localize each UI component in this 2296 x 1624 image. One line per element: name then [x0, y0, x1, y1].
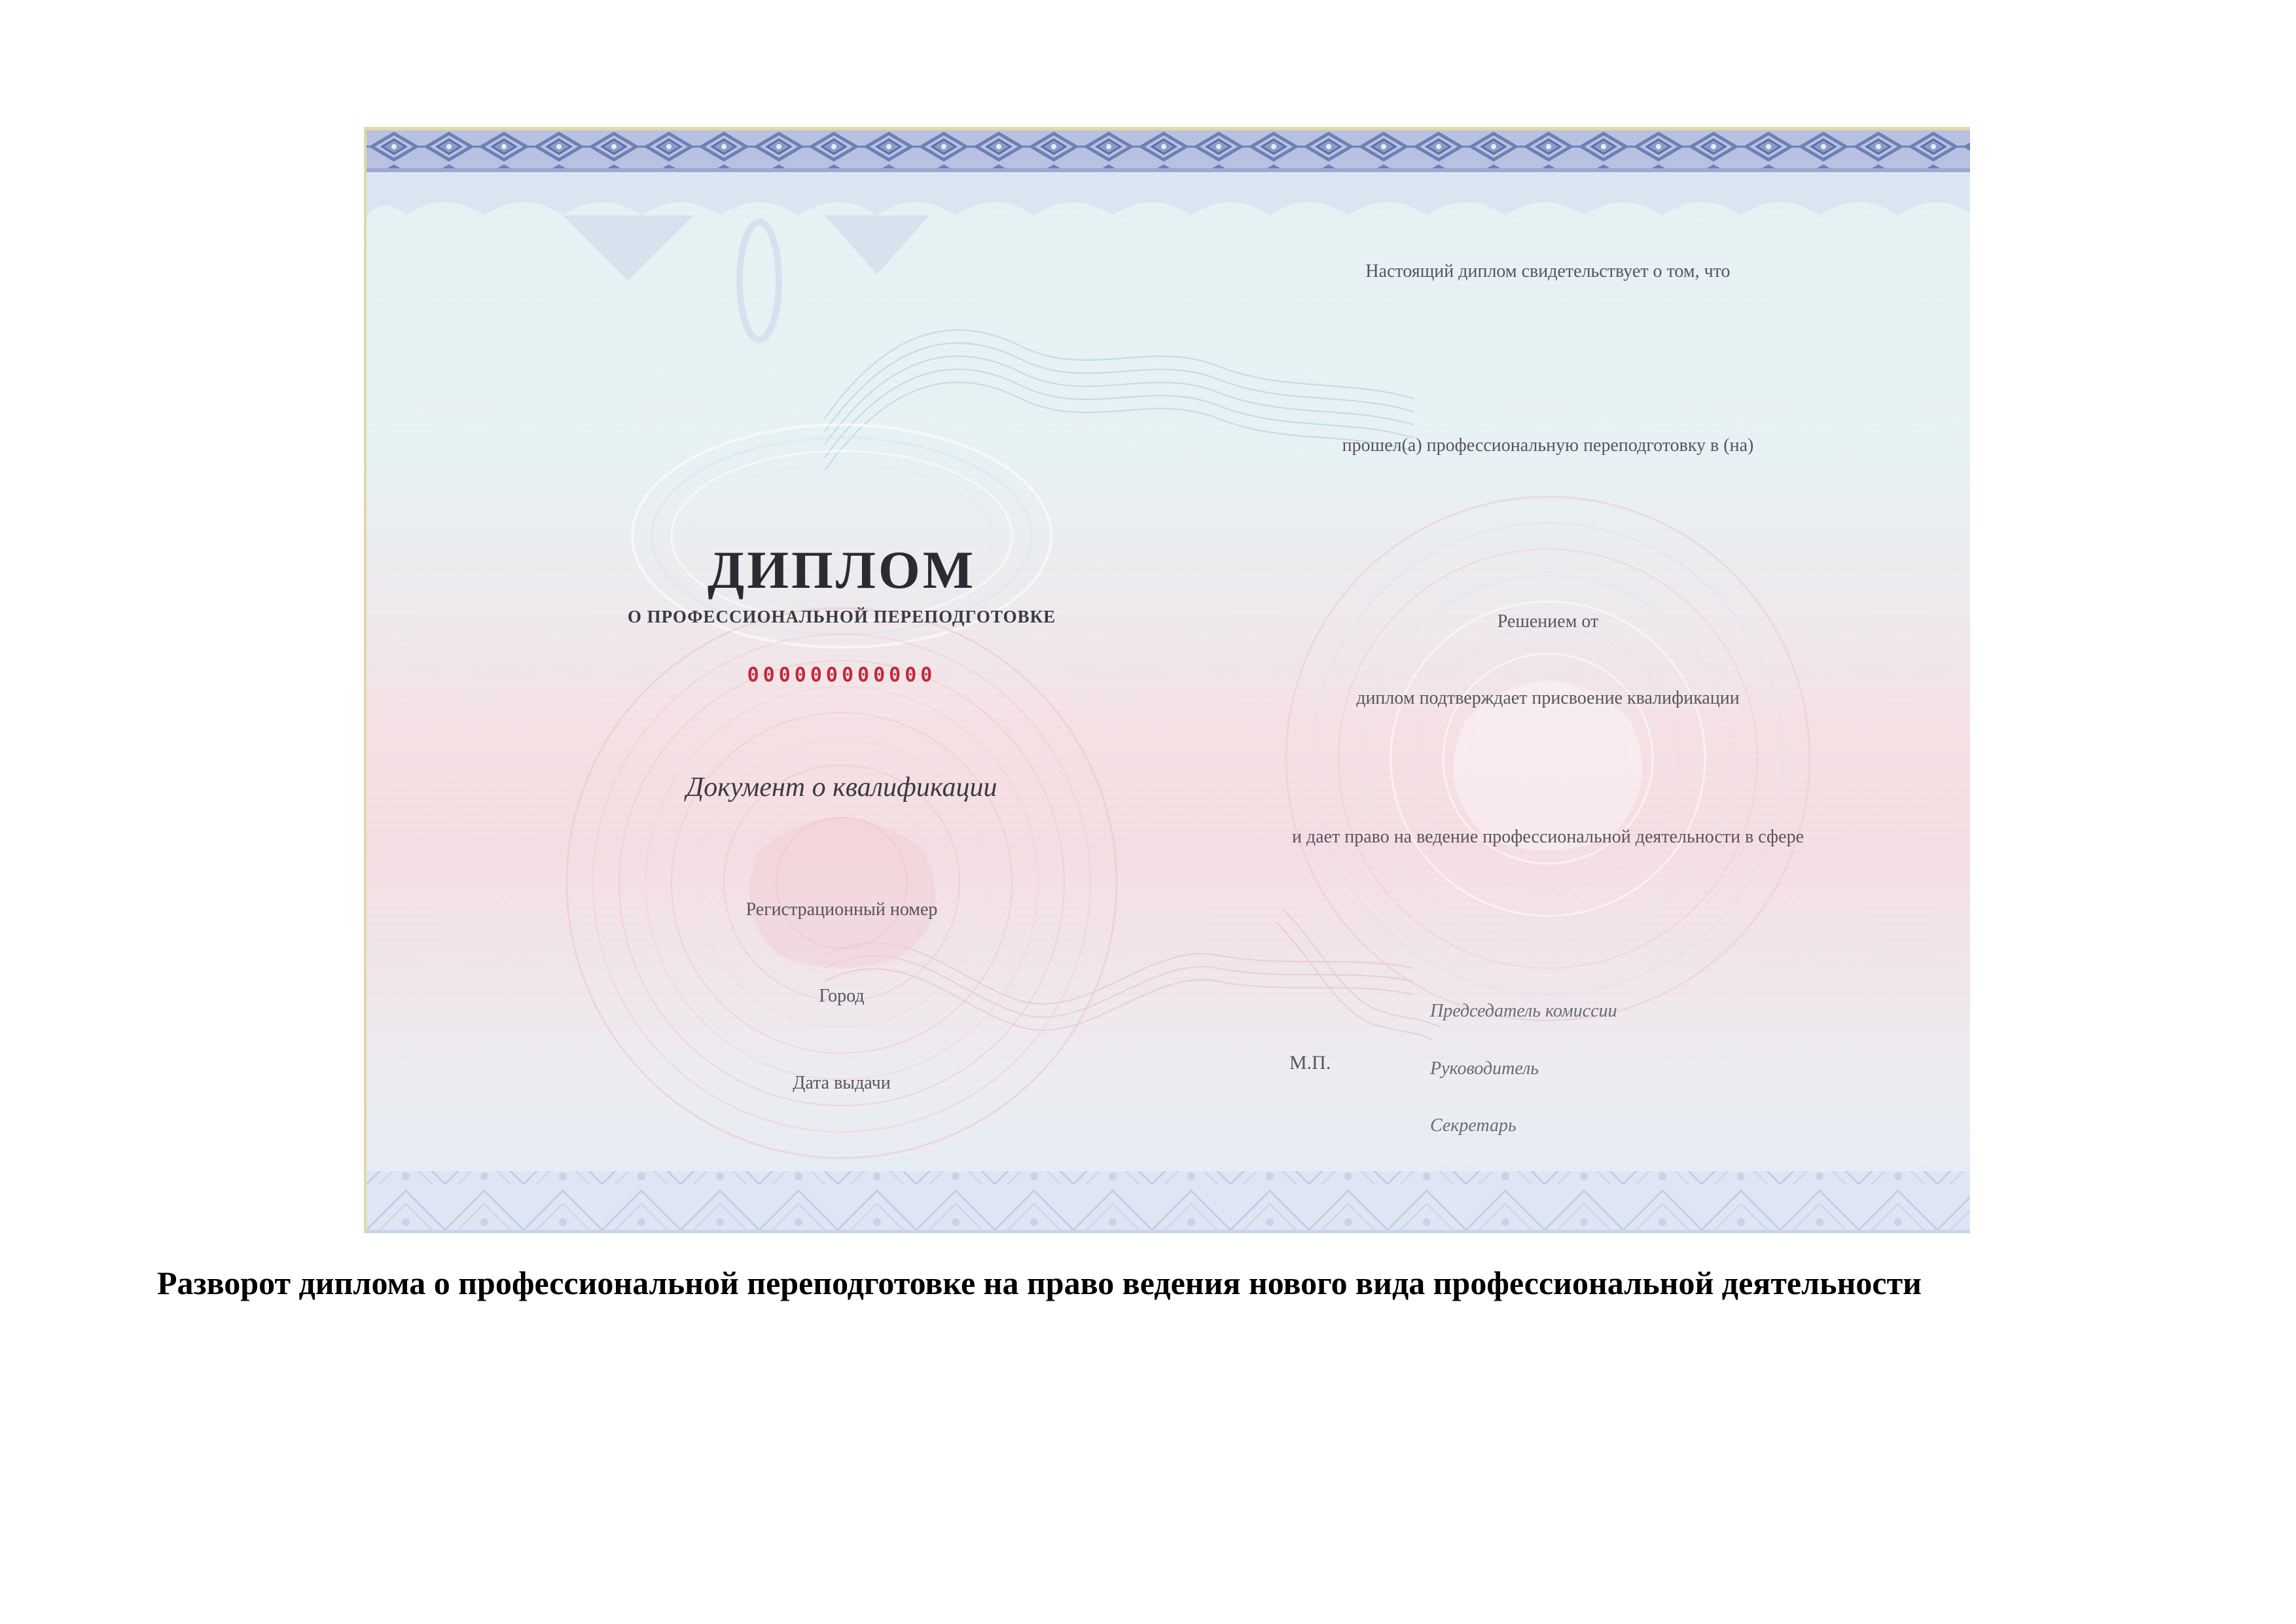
certifies-line: Настоящий диплом свидетельствует о том, что [1365, 261, 1731, 281]
chairman-signature-label: Председатель комиссии [1430, 1001, 1617, 1021]
secretary-signature-label: Секретарь [1430, 1115, 1516, 1136]
diploma-subtitle: О ПРОФЕССИОНАЛЬНОЙ ПЕРЕПОДГОТОВКЕ [627, 607, 1056, 626]
head-signature-label: Руководитель [1430, 1058, 1539, 1079]
stamp-placeholder: М.П. [1289, 1052, 1331, 1074]
registration-number-label: Регистрационный номер [745, 899, 938, 920]
diploma-spread-image [364, 127, 1970, 1233]
figure-caption: Разворот диплома о профессиональной переподготовке на право ведения нового вида профессиональной деятельности [157, 1265, 1922, 1301]
completed-line: прошел(а) профессиональную переподготовку в (на) [1342, 435, 1754, 456]
document-type-label: Документ о квалификации [686, 772, 997, 803]
issue-date-label: Дата выдачи [793, 1073, 891, 1093]
diploma-title: ДИПЛОМ [707, 540, 977, 600]
confirms-line: диплом подтверждает присвоение квалификации [1356, 688, 1740, 708]
right-to-line: и дает право на ведение профессиональной деятельности в сфере [1291, 827, 1804, 847]
guilloche-background [367, 130, 1970, 1233]
decision-line: Решением от [1497, 611, 1599, 632]
city-label: Город [819, 986, 865, 1006]
serial-number: 000000000000 [747, 664, 937, 687]
